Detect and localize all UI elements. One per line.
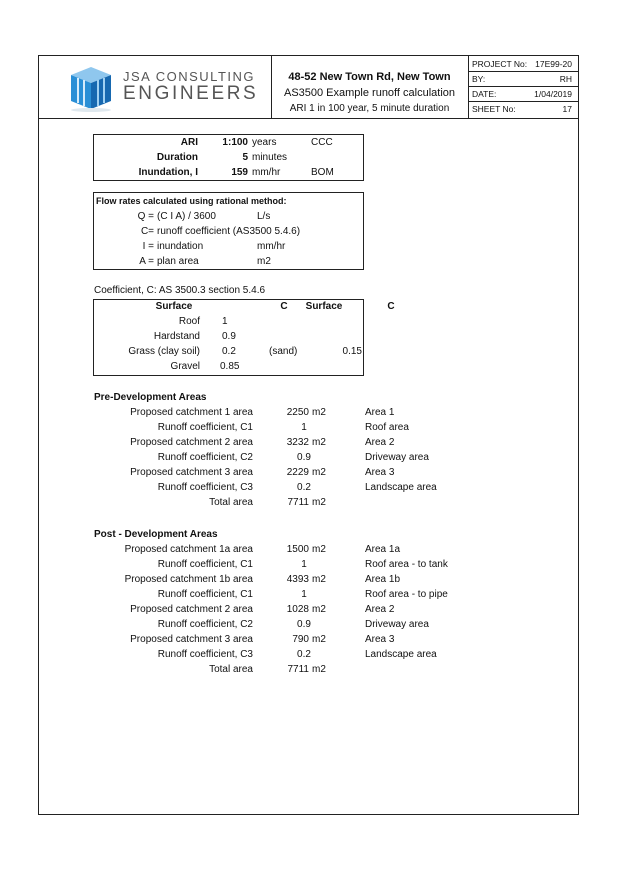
area-unit: m2 [312,407,326,418]
area-label: Proposed catchment 3 area [130,634,253,645]
meta-label: PROJECT No: [472,59,528,69]
area-label: Runoff coefficient, C2 [157,452,253,463]
total-area-value: 7711 [287,497,309,508]
area-value: 1 [301,589,307,600]
area-label: Runoff coefficient, C3 [157,649,253,660]
coefficient-header: C [387,301,395,312]
param-label: Inundation, I [138,167,198,178]
surface-name: Gravel [170,361,200,372]
area-unit: m2 [312,634,326,645]
rational-method-heading: Flow rates calculated using rational method: [96,196,287,206]
surface-name: Grass (clay soil) [128,346,200,357]
area-value: 0.9 [297,619,311,630]
surface-name: Roof [178,316,200,327]
total-area-value: 7711 [287,664,309,675]
surface-coefficient: 0.2 [222,346,236,357]
area-label: Runoff coefficient, C1 [157,559,253,570]
area-value: 4393 [286,574,309,585]
area-note: Area 2 [365,437,395,448]
param-unit: mm/hr [252,167,281,178]
meta-label: SHEET No: [472,104,516,114]
area-unit: m2 [312,604,326,615]
param-source: CCC [311,137,333,148]
area-label: Runoff coefficient, C3 [157,482,253,493]
area-note: Area 2 [365,604,395,615]
surface-coefficient: 0.9 [222,331,236,342]
area-value: 1 [301,559,307,570]
area-value: 3232 [286,437,309,448]
meta-label: DATE: [472,89,497,99]
surface-coefficient: 1 [222,316,228,327]
area-value: 1500 [286,544,309,555]
area-unit: m2 [312,574,326,585]
formula-description: (C I A) / 3600 [157,211,216,222]
area-label: Proposed catchment 1b area [124,574,253,585]
meta-value: RH [559,74,572,84]
post-development-heading: Post - Development Areas [94,529,218,540]
surface-coefficient-alt: 0.15 [342,346,362,357]
parameters-box [93,134,364,181]
formula-unit: m2 [257,256,271,267]
company-logo-icon [63,61,119,113]
coefficient-header: C [280,301,288,312]
formula-description: inundation [157,241,204,252]
meta-row [469,71,578,87]
coefficient-table [93,299,395,376]
area-label: Proposed catchment 1 area [130,407,253,418]
formula-symbol: C= [140,226,154,237]
project-address: 48-52 New Town Rd, New Town [288,71,451,83]
formula-symbol: I = [142,241,154,252]
calculation-sheet [38,55,579,815]
area-note: Roof area - to pipe [365,589,448,600]
param-unit: minutes [252,152,288,163]
param-label: ARI [180,137,198,148]
coefficient-caption: Coefficient, C: AS 3500.3 section 5.4.6 [94,285,266,296]
calculation-title: AS3500 Example runoff calculation [283,87,455,99]
area-label: Runoff coefficient, C2 [157,619,253,630]
area-unit: m2 [312,664,326,675]
area-value: 0.9 [297,452,311,463]
company-name-line2: ENGINEERS [123,83,259,104]
area-note: Driveway area [365,452,429,463]
param-value: 1:100 [222,137,248,148]
area-unit: m2 [312,437,326,448]
sheet-header [39,56,578,119]
area-unit: m2 [312,467,326,478]
total-area-label: Total area [209,497,253,508]
surface-coefficient: 0.85 [220,361,240,372]
param-source: BOM [311,167,334,178]
coefficient-header: Surface [155,301,193,312]
company-logo-block [39,56,272,118]
formula-unit: L/s [257,211,271,222]
area-note: Area 3 [365,634,395,645]
meta-value: 17E99-20 [535,59,572,69]
param-value: 159 [231,167,248,178]
formula-symbol: Q = [137,211,154,222]
area-value: 790 [292,634,309,645]
area-value: 1 [301,422,307,433]
rational-method-box [93,192,364,270]
area-value: 2250 [286,407,309,418]
param-value: 5 [242,152,248,163]
area-note: Landscape area [365,649,437,660]
area-note: Roof area - to tank [365,559,448,570]
area-value: 0.2 [297,649,311,660]
area-value: 1028 [286,604,309,615]
meta-row [469,101,578,116]
project-meta [469,56,578,118]
area-value: 2229 [286,467,309,478]
coefficient-header: Surface [305,301,343,312]
formula-description: runoff coefficient (AS3500 5.4.6) [157,226,301,237]
total-area-label: Total area [209,664,253,675]
pre-development-heading: Pre-Development Areas [94,392,207,403]
formula-symbol: A = [139,256,154,267]
area-label: Runoff coefficient, C1 [157,422,253,433]
area-unit: m2 [312,497,326,508]
title-block [271,56,469,118]
param-label: Duration [156,152,198,163]
area-label: Proposed catchment 1a area [124,544,253,555]
meta-row [469,56,578,72]
company-name-line1: JSA CONSULTING [123,69,256,84]
meta-label: BY: [472,74,486,84]
surface-name-alt: (sand) [269,346,298,357]
storm-event-description: ARI 1 in 100 year, 5 minute duration [289,103,450,114]
area-note: Landscape area [365,482,437,493]
meta-value: 17 [562,104,572,114]
formula-unit: mm/hr [257,241,286,252]
area-note: Roof area [365,422,409,433]
surface-name: Hardstand [153,331,200,342]
area-value: 0.2 [297,482,311,493]
meta-value: 1/04/2019 [534,89,572,99]
area-label: Runoff coefficient, C1 [157,589,253,600]
area-label: Proposed catchment 2 area [130,437,253,448]
area-note: Area 1b [365,574,401,585]
area-label: Proposed catchment 3 area [130,467,253,478]
param-unit: years [252,137,277,148]
meta-row [469,86,578,102]
area-unit: m2 [312,544,326,555]
area-note: Area 3 [365,467,395,478]
area-label: Proposed catchment 2 area [130,604,253,615]
area-note: Driveway area [365,619,429,630]
formula-description: plan area [157,256,199,267]
area-note: Area 1a [365,544,401,555]
area-note: Area 1 [365,407,395,418]
